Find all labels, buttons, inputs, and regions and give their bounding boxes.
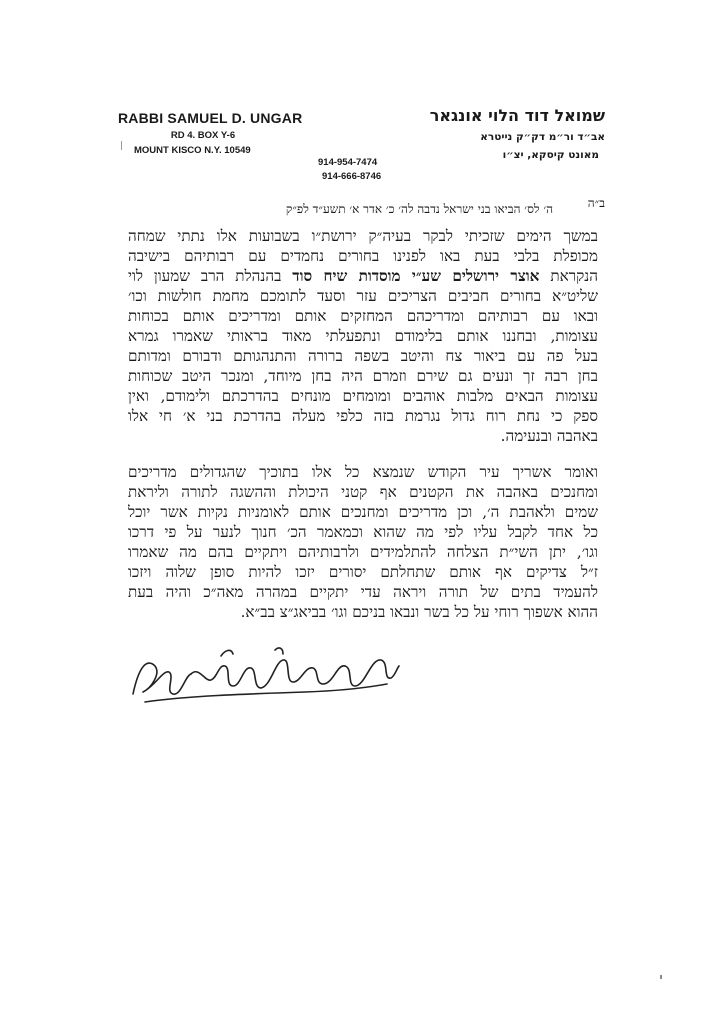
- paragraph-line-with-institution: הנקראת אוצר ירושלים שע״י מוסדות שיח סוד בהנהלת הרב שמעון לוי: [128, 267, 598, 285]
- phone-number-1: 914-954-7474: [318, 157, 378, 168]
- phone-number-2: 914-666-8746: [322, 171, 382, 182]
- paragraph-line: וגו׳, יתן השי״ת הצלחה להתלמידים ולרבותיהם ויתקיים בהם מה שאמרו: [128, 543, 598, 561]
- handwritten-signature: [125, 636, 405, 716]
- bh-header: ב״ה: [587, 196, 605, 210]
- paragraph-line: עצומות הבאים מלבות אוהבים ומומחים מונחים בהדרכתם ולימודם, ואין: [128, 387, 598, 405]
- paragraph-line: ואומר אשריך עיר הקודש שנמצא כל אלו בתוכיך שהגדולים מדריכים: [128, 463, 598, 481]
- paragraph-line: בעל פה עם ביאור צח והיטב בשפה ברורה והתנהגותם ודבורם ומדותם: [128, 347, 598, 365]
- scan-speck: [660, 975, 662, 979]
- paragraph-line: שליט״א בחורים חביבים הצריכים עזר וסעד לתומכם מחמת חולשות וכו׳: [128, 287, 598, 305]
- paragraph-line: במשך הימים שזכיתי לבקר בעיה״ק ירושת״ו בשבועות אלו נתתי שמחה: [128, 227, 598, 245]
- paragraph-line: כל אחד לקבל עליו לפי מה שהוא וכמאמר הכ׳ חנוך לנער על פי דרכו: [128, 523, 598, 541]
- paragraph-line: ובאו עם רבותיהם ומדריכהם המחזקים אותם ומדריכים אותם בכוחות: [128, 307, 598, 325]
- paragraph-line: להעמיד בתים של תורה ויראה עדי יתקיים במהרה מאה״כ והיה בעת: [128, 583, 598, 601]
- paragraph-line: ז״ל צדיקים אף אותם שתחלתם יסורים יזכו להיות סופן שלוה ויזכו: [128, 563, 598, 581]
- date-line: ה׳ לס׳ הביאו בני ישראל נדבה לה׳ כ׳ אדר א׳ תשע״ד לפ״ק: [285, 202, 553, 216]
- paragraph-line: מכופלת בלבי בעת באו לפנינו בחורים נחמדים עם רבותיהם בישיבה: [128, 247, 598, 265]
- institution-name: אוצר ירושלים שע״י מוסדות שיח סוד: [292, 267, 540, 285]
- letterhead-english: [118, 110, 318, 156]
- rabbi-name-english: RABBI SAMUEL D. UNGAR: [118, 110, 303, 126]
- paragraph-line: בחן רבה זך ונעים גם שירם וזמרם היה בחן מיוחד, ומנכר היטב שכוחות: [128, 367, 598, 385]
- paragraph-line: שמים ולאהבת ה׳, וכן מדריכים ומחנכים אותם לאומניות נקיות אשר יוכל: [128, 503, 598, 521]
- paragraph-1: [128, 226, 598, 446]
- title-line-hebrew: אב״ד ור״מ דק״ק נייטרא: [480, 131, 605, 143]
- letterhead-hebrew: [385, 106, 605, 161]
- city-line: MOUNT KISCO N.Y. 10549: [134, 145, 251, 156]
- paragraph-line: באהבה ובנעימה.: [500, 427, 598, 445]
- paragraph-line: ומחנכים באהבה את הקטנים אף קטני היכולת וההשגה לתורה וליראת: [128, 483, 598, 501]
- paragraph-line: עצומות, ובחננו אותם בלימודם ונתפעלתי מאוד בראותי שאמרו גמרא: [128, 327, 598, 345]
- paragraph-line: ההוא אשפוך רוחי על כל בשר ונבאו בניכם וגו׳ בביאג״צ בב״א.: [240, 603, 598, 621]
- paragraph-2: [128, 462, 598, 622]
- location-line-hebrew: מאונט קיסקא, יצ״ו: [502, 149, 599, 161]
- rabbi-name-hebrew: שמואל דוד הלוי אונגאר: [429, 106, 605, 125]
- address-line: RD 4. BOX Y-6: [170, 130, 236, 141]
- phone-numbers: [318, 156, 408, 184]
- paragraph-line: ספק כי נחת רוח גדול נגרמת בזה כלפי מעלה בהדרכת בני א׳ חי אלו: [128, 407, 598, 425]
- margin-mark: [121, 141, 122, 150]
